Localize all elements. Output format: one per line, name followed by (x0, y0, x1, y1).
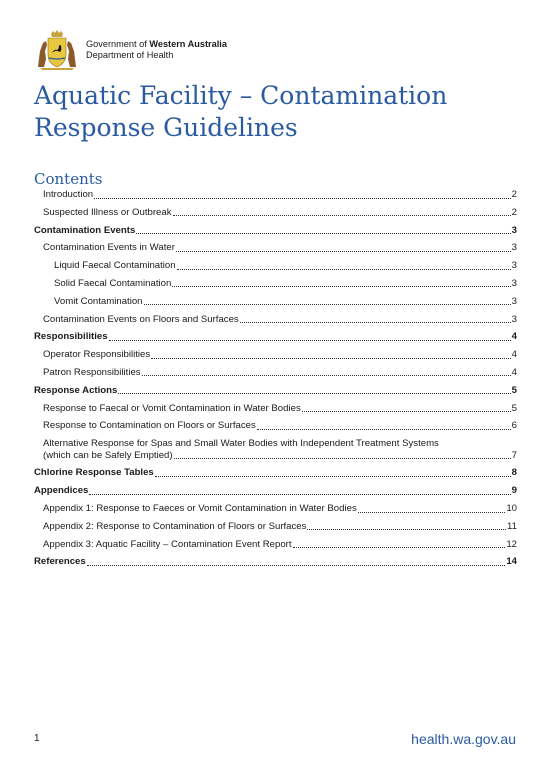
toc-entry-page: 4 (511, 331, 517, 343)
toc-entry-title: Response to Contamination on Floors or Surfaces (43, 420, 256, 432)
toc-entry-page: 2 (511, 189, 517, 200)
toc-entry[interactable] (34, 539, 517, 551)
toc-dot-leader (118, 393, 510, 394)
toc-entry-title: Operator Responsibilities (43, 349, 151, 361)
toc-entry-title: Solid Faecal Contamination (54, 277, 172, 289)
toc-dot-leader (240, 322, 511, 323)
toc-entry-title: Introduction (43, 189, 94, 200)
toc-entry[interactable] (34, 278, 517, 290)
contents-heading: Contents (34, 170, 103, 188)
toc-dot-leader (174, 458, 511, 459)
toc-dot-leader (144, 304, 511, 305)
toc-dot-leader (94, 198, 511, 199)
table-of-contents (34, 189, 517, 574)
toc-entry[interactable] (34, 556, 517, 568)
toc-dot-leader (136, 233, 510, 234)
wa-crest-logo (34, 29, 80, 71)
toc-entry[interactable] (34, 207, 517, 219)
toc-entry-title: Patron Responsibilities (43, 366, 141, 378)
toc-dot-leader (151, 358, 510, 359)
toc-entry-page: 3 (511, 313, 517, 325)
toc-entry-title-line1: Alternative Response for Spas and Small Water Bodies with Independent Treatment Systems (43, 438, 439, 450)
toc-entry[interactable] (34, 349, 517, 361)
toc-entry-title-line2: (which can be Safely Emptied) (43, 449, 173, 461)
toc-entry[interactable] (34, 225, 517, 237)
toc-entry-title: Suspected Illness or Outbreak (43, 206, 172, 218)
toc-entry[interactable] (34, 467, 517, 479)
organisation-name (86, 39, 227, 61)
toc-entry-title: Appendices (34, 485, 89, 497)
toc-dot-leader (176, 251, 511, 252)
toc-entry[interactable] (34, 521, 517, 533)
toc-entry-page: 10 (506, 503, 517, 515)
toc-entry-title: Contamination Events (34, 224, 136, 236)
org-line1-bold: Western Australia (149, 39, 227, 49)
toc-entry-title: Vomit Contamination (54, 295, 143, 307)
toc-dot-leader (109, 340, 511, 341)
footer-website-link[interactable]: health.wa.gov.au (411, 731, 516, 747)
toc-entry[interactable] (34, 367, 517, 379)
toc-entry-title: Appendix 3: Aquatic Facility – Contamination Event Report (43, 538, 292, 550)
toc-entry[interactable] (34, 296, 517, 308)
toc-entry-title: Liquid Faecal Contamination (54, 260, 176, 272)
org-line2: Department of Health (86, 50, 174, 60)
toc-entry-title: Response Actions (34, 384, 118, 396)
toc-entry-title: Contamination Events in Water (43, 242, 175, 254)
toc-entry[interactable] (34, 503, 517, 515)
toc-entry-page: 5 (511, 384, 517, 396)
toc-entry-page: 3 (511, 224, 517, 236)
toc-entry-page: 3 (511, 277, 517, 289)
toc-entry[interactable] (34, 385, 517, 397)
toc-entry-page: 2 (511, 206, 517, 218)
toc-entry-title: Responsibilities (34, 331, 108, 343)
toc-dot-leader (302, 411, 511, 412)
toc-entry[interactable] (34, 403, 517, 415)
toc-entry-page: 4 (511, 349, 517, 361)
toc-dot-leader (89, 494, 510, 495)
toc-entry[interactable] (34, 260, 517, 272)
toc-dot-leader (358, 512, 506, 513)
toc-dot-leader (173, 215, 511, 216)
toc-dot-leader (177, 269, 511, 270)
toc-entry-page: 8 (511, 467, 517, 479)
toc-dot-leader (172, 286, 510, 287)
toc-entry-page: 14 (506, 556, 517, 568)
toc-entry-title: Response to Faecal or Vomit Contamination in Water Bodies (43, 402, 301, 414)
toc-entry-page: 4 (511, 366, 517, 378)
toc-entry-page: 3 (511, 295, 517, 307)
toc-entry-page: 11 (507, 520, 517, 532)
toc-entry[interactable] (34, 485, 517, 497)
toc-entry[interactable] (34, 314, 517, 326)
toc-entry-page: 7 (511, 449, 517, 461)
page-number: 1 (34, 733, 40, 744)
toc-dot-leader (87, 565, 506, 566)
toc-entry-title: Appendix 2: Response to Contamination of Floors or Surfaces (43, 520, 307, 532)
toc-entry-page: 6 (511, 420, 517, 432)
toc-entry-title: Contamination Events on Floors and Surfaces (43, 313, 239, 325)
org-line1-prefix: Government of (86, 39, 150, 49)
toc-dot-leader (307, 529, 506, 530)
toc-entry-title: References (34, 556, 86, 568)
toc-entry[interactable] (34, 242, 517, 254)
toc-entry-page: 3 (511, 242, 517, 254)
toc-entry-page: 5 (511, 402, 517, 414)
toc-entry[interactable] (34, 331, 517, 343)
toc-entry-page: 9 (511, 485, 517, 497)
toc-entry-title: Chlorine Response Tables (34, 467, 154, 479)
toc-dot-leader (155, 476, 511, 477)
toc-entry-title: Appendix 1: Response to Faeces or Vomit Contamination in Water Bodies (43, 503, 357, 515)
document-title: Aquatic Facility – Contamination Response Guidelines (34, 81, 448, 142)
toc-entry[interactable] (34, 438, 517, 461)
toc-dot-leader (293, 547, 506, 548)
toc-dot-leader (257, 429, 511, 430)
header (34, 28, 227, 72)
toc-entry[interactable] (34, 189, 517, 201)
toc-entry-page: 3 (511, 260, 517, 272)
toc-entry-page: 12 (506, 538, 517, 550)
toc-entry[interactable] (34, 420, 517, 432)
toc-dot-leader (142, 375, 511, 376)
